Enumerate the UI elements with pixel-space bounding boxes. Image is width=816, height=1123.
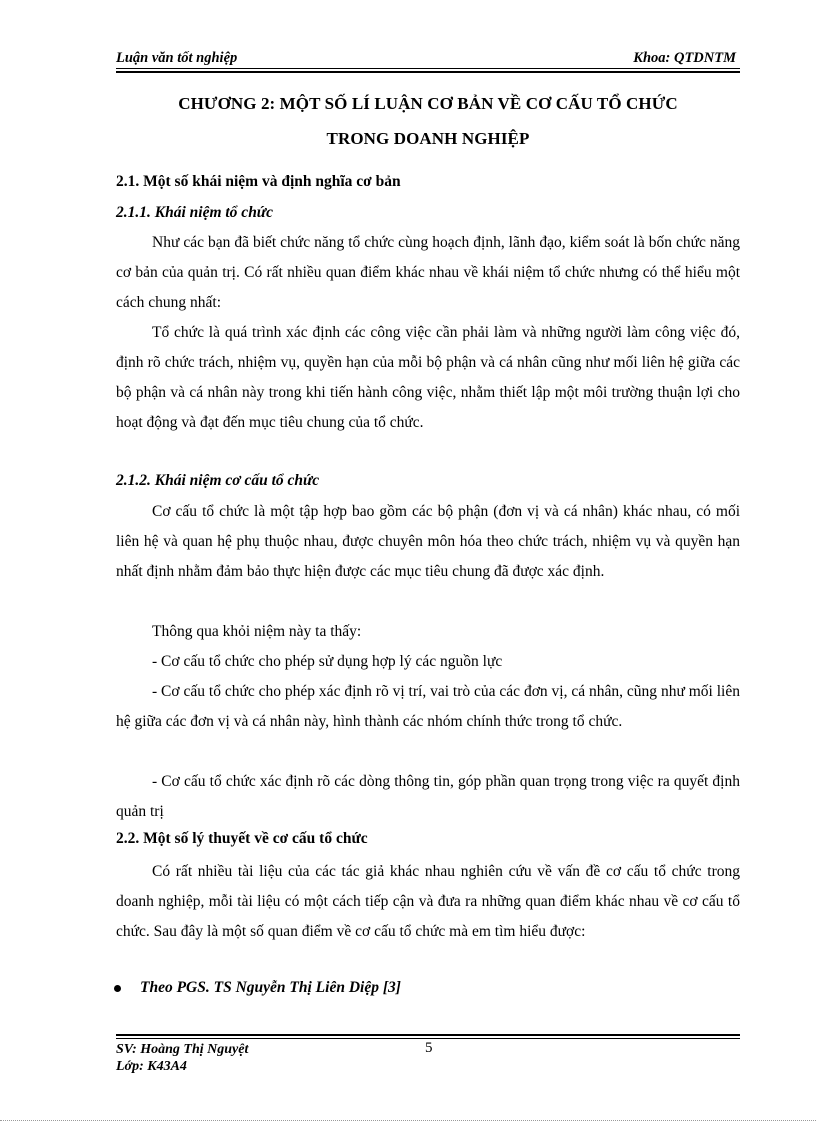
paragraph-1: [116, 228, 740, 318]
footer-class: Lớp: K43A4: [116, 1059, 187, 1074]
page-footer: [116, 1041, 248, 1075]
paragraph-5: [116, 647, 740, 677]
chapter-title-line1: CHƯƠNG 2: MỘT SỐ LÍ LUẬN CƠ BẢN VỀ CƠ CẤU TỔ CHỨC: [178, 94, 678, 113]
paragraph-4-text: Thông qua khỏi niệm này ta thấy:: [152, 623, 362, 640]
paragraph-5-text: - Cơ cấu tổ chức cho phép sử dụng hợp lý các nguồn lực: [152, 653, 503, 670]
paragraph-2: [116, 318, 740, 438]
paragraph-2-text: Tổ chức là quá trình xác định các công việc cần phải làm và những người làm công việc đó, định rõ chức trách, nhiệm vụ, quyền hạn của mỗi bộ phận và cá nhân cũng như mối liên hệ giữa các bộ phận và cá nhân này trong khi tiến hành công việc, nhằm thiết lập một môi trường thuận lợi cho hoạt động và đạt đến mục tiêu chung của tổ chức.: [116, 324, 740, 431]
footer-student: SV: Hoàng Thị Nguyệt: [116, 1042, 249, 1057]
header-faculty-label: Khoa: QTDNTM: [633, 50, 736, 66]
bullet-item: [140, 979, 401, 997]
paragraph-8: [116, 857, 740, 947]
chapter-title-line2: TRONG DOANH NGHIỆP: [326, 129, 530, 148]
bullet-dot-icon: [114, 985, 121, 992]
paragraph-3-text: Cơ cấu tổ chức là một tập hợp bao gồm các bộ phận (đơn vị và cá nhân) khác nhau, có mối liên hệ và quan hệ phụ thuộc nhau, được chuyên môn hóa theo chức trách, nhiệm vụ và quyền hạn nhất định nhằm đảm bảo thực hiện được các mục tiêu chung đã được xác định.: [116, 503, 740, 580]
header-rule: [116, 68, 740, 73]
paragraph-1-text: Như các bạn đã biết chức năng tổ chức cùng hoạch định, lãnh đạo, kiểm soát là bốn chức năng cơ bản của quản trị. Có rất nhiều quan điểm khác nhau về khái niệm tổ chức nhưng có thể hiểu một cách chung nhất:: [116, 234, 740, 311]
paragraph-6: [116, 677, 740, 737]
paragraph-7: [116, 767, 740, 827]
bullet-item-text: Theo PGS. TS Nguyễn Thị Liên Diệp [3]: [140, 979, 401, 996]
heading-2-1: 2.1. Một số khái niệm và định nghĩa cơ bản: [116, 173, 401, 190]
heading-2-2: 2.2. Một số lý thuyết về cơ cấu tổ chức: [116, 830, 368, 847]
paragraph-7-text: - Cơ cấu tổ chức xác định rõ các dòng thông tin, góp phần quan trọng trong việc ra quyết định quản trị: [116, 773, 740, 820]
paragraph-4: [116, 617, 740, 647]
footer-rule: [116, 1034, 740, 1039]
heading-2-1-1: 2.1.1. Khái niệm tổ chức: [116, 204, 273, 221]
heading-2-1-2: 2.1.2. Khái niệm cơ cấu tổ chức: [116, 472, 320, 489]
page-number: 5: [425, 1040, 433, 1056]
paragraph-3: [116, 497, 740, 587]
header-thesis-label: Luận văn tốt nghiệp: [116, 50, 238, 66]
paragraph-6-text: - Cơ cấu tổ chức cho phép xác định rõ vị trí, vai trò của các đơn vị, cá nhân, cũng như mối liên hệ giữa các đơn vị và cá nhân này, hình thành các nhóm chính thức trong tổ chức.: [116, 683, 740, 730]
paragraph-8-text: Có rất nhiều tài liệu của các tác giả khác nhau nghiên cứu về vấn đề cơ cấu tổ chức trong doanh nghiệp, mỗi tài liệu có một cách tiếp cận và đưa ra những quan điểm khác nhau về cơ cấu tổ chức. Sau đây là một số quan điểm về cơ cấu tổ chức mà em tìm hiểu được:: [116, 863, 740, 940]
page-bottom-border: [0, 1120, 816, 1121]
page-header: [116, 50, 740, 70]
